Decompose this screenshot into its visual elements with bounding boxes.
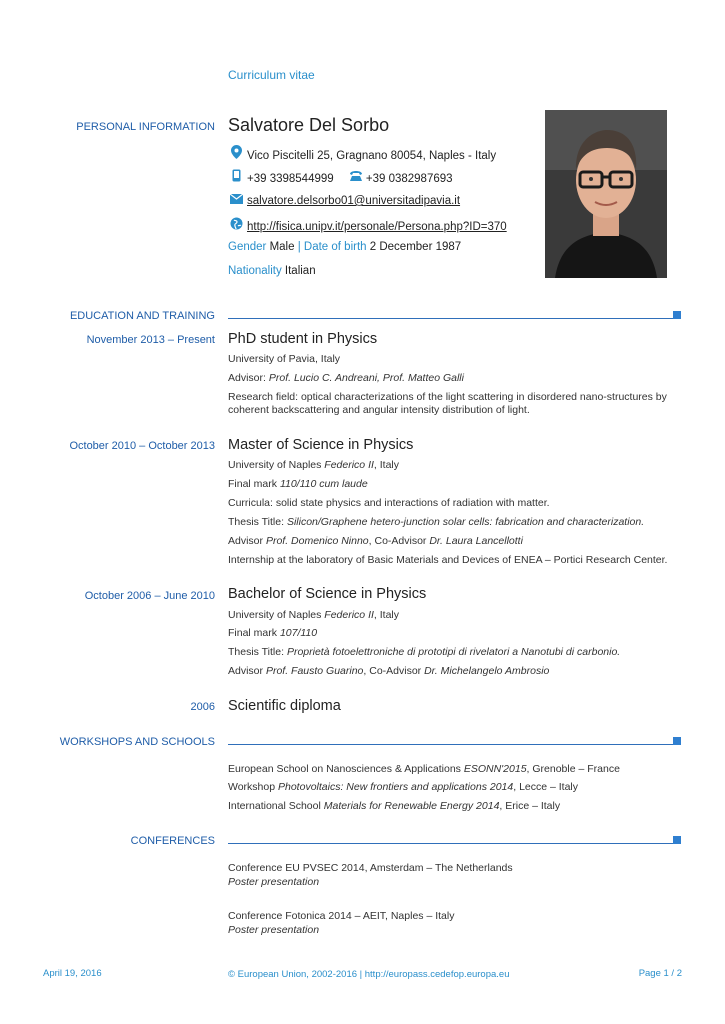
diploma-date: 2006 <box>190 701 215 713</box>
msc-dates: October 2010 – October 2013 <box>69 440 215 452</box>
workshops-section-label: WORKSHOPS AND SCHOOLS <box>59 736 215 748</box>
workshop-item-name: Photovoltaics: New frontiers and applications 2014 <box>278 781 514 793</box>
workshop-item <box>228 781 578 794</box>
phd-advisor-names: Prof. Lucio C. Andreani, Prof. Matteo Galli <box>268 372 464 384</box>
msc-internship: Internship at the laboratory of Basic Materials and Devices of ENEA – Portici Research Center. <box>228 554 668 566</box>
phd-title: PhD student in Physics <box>228 331 378 347</box>
msc-institution-prefix: University of Naples <box>228 459 325 471</box>
document-title: Curriculum vitae <box>228 68 315 82</box>
conference-title: Conference EU PVSEC 2014, Amsterdam – The Netherlands <box>228 862 513 874</box>
bsc-advisor: Prof. Fausto Guarino <box>265 665 364 677</box>
dob-value: 2 December 1987 <box>369 241 462 253</box>
gender-value: Male <box>269 241 295 253</box>
workshops-marker <box>673 737 681 745</box>
bsc-dates: October 2006 – June 2010 <box>84 590 215 602</box>
workshops-rule <box>228 744 674 745</box>
msc-advisor: Prof. Domenico Ninno <box>265 535 369 547</box>
msc-advisor-prefix: Advisor <box>228 535 266 547</box>
msc-thesis-prefix: Thesis Title: <box>228 516 287 528</box>
globe-icon <box>230 217 242 233</box>
address-text: Vico Piscitelli 25, Gragnano 80054, Naples - Italy <box>247 150 497 162</box>
footer-copyright: © European Union, 2002-2016 | http://europass.cedefop.europa.eu <box>228 969 510 980</box>
location-pin-icon <box>230 145 242 162</box>
bsc-institution <box>228 609 399 622</box>
workshop-item-prefix: International School <box>228 800 324 812</box>
conference-type: Poster presentation <box>228 876 320 888</box>
bsc-thesis <box>228 646 620 659</box>
phd-advisor-prefix: Advisor: <box>228 372 269 384</box>
workshop-item-prefix: European School on Nanosciences & Applications <box>228 763 464 775</box>
bsc-mark-value: 107/110 <box>279 627 318 639</box>
nationality-value: Italian <box>284 265 316 277</box>
education-section-label: EDUCATION AND TRAINING <box>69 310 215 322</box>
diploma-title: Scientific diploma <box>228 698 341 714</box>
msc-mark <box>228 478 368 491</box>
bsc-mark <box>228 627 317 640</box>
person-name: Salvatore Del Sorbo <box>228 115 390 135</box>
msc-mark-value: 110/110 cum laude <box>279 478 368 490</box>
workshop-item-suffix: , Grenoble – France <box>526 763 620 775</box>
workshop-item <box>228 763 620 776</box>
bsc-advisors <box>228 665 549 678</box>
msc-coadvisor: Dr. Laura Lancellotti <box>429 535 523 547</box>
workshop-item-name: Materials for Renewable Energy 2014 <box>323 800 500 812</box>
bsc-institution-suffix: , Italy <box>373 609 399 621</box>
bsc-institution-prefix: University of Naples <box>228 609 325 621</box>
email-link[interactable]: salvatore.delsorbo01@universitadipavia.it <box>247 195 461 207</box>
dob-label: Date of birth <box>303 241 367 253</box>
msc-title: Master of Science in Physics <box>228 437 414 453</box>
email-icon <box>230 193 242 207</box>
msc-institution-suffix: , Italy <box>373 459 399 471</box>
education-rule <box>228 318 674 319</box>
bsc-institution-name: Federico II <box>324 609 374 621</box>
workshop-item-prefix: Workshop <box>228 781 278 793</box>
conferences-marker <box>673 836 681 844</box>
mobile-number: +39 3398544999 <box>247 173 334 185</box>
email-line <box>230 193 460 207</box>
msc-thesis <box>228 516 644 529</box>
separator: | <box>297 241 301 253</box>
footer-date: April 19, 2016 <box>43 968 102 979</box>
bsc-title: Bachelor of Science in Physics <box>228 586 427 602</box>
workshop-item-suffix: , Erice – Italy <box>499 800 561 812</box>
msc-curricula: Curricula: solid state physics and interactions of radiation with matter. <box>228 497 550 509</box>
phd-institution: University of Pavia, Italy <box>228 353 341 365</box>
website-link[interactable]: http://fisica.unipv.it/personale/Persona.php?ID=370 <box>247 221 507 233</box>
phd-research: Research field: optical characterizations of the light scattering in disordered nano-structures by coherent backscattering and angular intensity distribution of light. <box>228 391 667 416</box>
bsc-coadvisor: Dr. Michelangelo Ambrosio <box>424 665 550 677</box>
phd-advisor <box>228 372 464 385</box>
bsc-mark-prefix: Final mark <box>228 627 280 639</box>
telephone-icon <box>349 171 361 185</box>
phone-line <box>230 169 453 185</box>
personal-information-label: PERSONAL INFORMATION <box>76 121 215 133</box>
workshop-item <box>228 800 560 813</box>
footer-page-number: Page 1 / 2 <box>638 968 682 979</box>
phd-dates: November 2013 – Present <box>86 334 215 346</box>
workshop-item-name: ESONN'2015 <box>463 763 527 775</box>
bsc-coadvisor-prefix: , Co-Advisor <box>363 665 425 677</box>
msc-institution <box>228 459 399 472</box>
gender-label: Gender <box>228 241 267 253</box>
nationality-line <box>228 265 316 277</box>
website-line <box>230 217 507 233</box>
msc-mark-prefix: Final mark <box>228 478 280 490</box>
bsc-thesis-prefix: Thesis Title: <box>228 646 287 658</box>
address-line <box>230 145 496 162</box>
phone-number: +39 0382987693 <box>365 173 453 185</box>
msc-thesis-title: Silicon/Graphene hetero-junction solar cells: fabrication and characterization. <box>286 516 645 528</box>
profile-photo <box>545 110 667 278</box>
gender-dob-line <box>228 241 461 253</box>
msc-advisors <box>228 535 523 548</box>
nationality-label: Nationality <box>228 265 282 277</box>
conference-title: Conference Fotonica 2014 – AEIT, Naples – Italy <box>228 910 455 922</box>
msc-institution-name: Federico II <box>324 459 374 471</box>
conferences-section-label: CONFERENCES <box>130 835 215 847</box>
msc-coadvisor-prefix: , Co-Advisor <box>368 535 430 547</box>
bsc-thesis-title: Proprietà fotoelettroniche di prototipi di rivelatori a Nanotubi di carbonio. <box>286 646 621 658</box>
education-marker <box>673 311 681 319</box>
bsc-advisor-prefix: Advisor <box>228 665 266 677</box>
mobile-phone-icon <box>230 169 242 185</box>
conferences-rule <box>228 843 674 844</box>
conference-type: Poster presentation <box>228 924 320 936</box>
workshop-item-suffix: , Lecce – Italy <box>513 781 579 793</box>
